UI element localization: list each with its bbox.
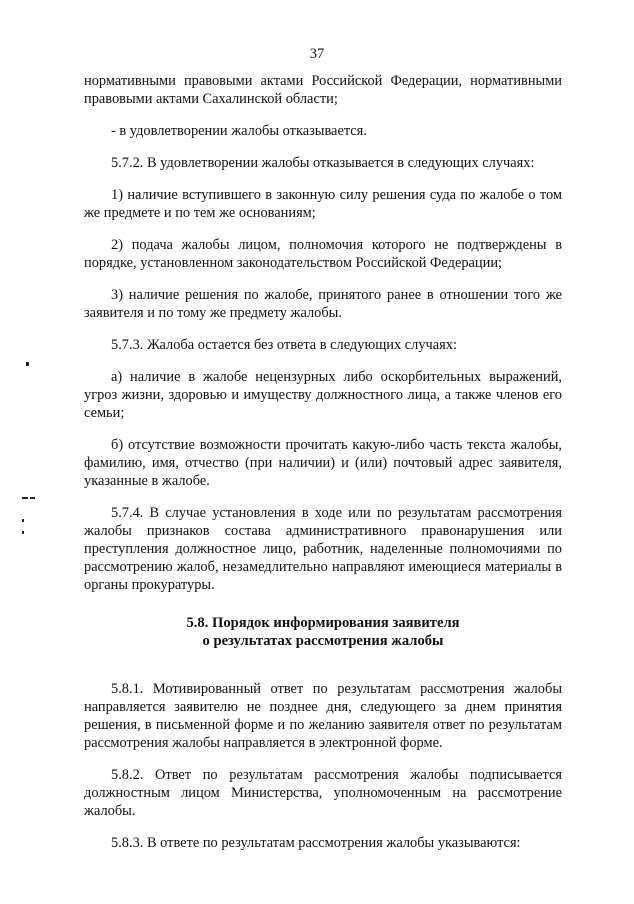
section-heading-line2: о результатах рассмотрения жалобы: [202, 633, 444, 649]
scan-mark: [22, 497, 28, 499]
paragraph: 3) наличие решения по жалобе, принятого ранее в отношении того же заявителя и по тому же предмету жалобы.: [84, 287, 562, 321]
paragraph: 5.8.2. Ответ по результатам рассмотрения жалобы подписывается должностным лицом Министерства, уполномоченным на рассмотрение жалобы.: [84, 767, 562, 819]
scan-mark: [30, 497, 35, 499]
paragraph: б) отсутствие возможности прочитать какую-либо часть текста жалобы, фамилию, имя, отчество (при наличии) и (или) почтовый адрес заявителя, указанные в жалобе.: [84, 437, 562, 489]
section-heading: [84, 614, 562, 650]
page-body: [84, 72, 562, 866]
paragraph: 5.8.3. В ответе по результатам рассмотрения жалобы указываются:: [111, 835, 521, 851]
paragraph: 5.8.1. Мотивированный ответ по результатам рассмотрения жалобы направляется заявителю не позднее дня, следующего за днем принятия решения, в письменной форме и по желанию заявителя ответ по результатам рассмотрения жалобы направляется в электронной форме.: [84, 681, 562, 751]
paragraph: нормативными правовыми актами Российской Федерации, нормативными правовыми актами Сахалинской области;: [84, 73, 562, 107]
scan-mark: [22, 531, 24, 534]
scan-mark: [22, 519, 24, 522]
paragraphs-bottom: [84, 680, 562, 852]
section-heading-line1: 5.8. Порядок информирования заявителя: [186, 615, 460, 631]
paragraph: а) наличие в жалобе нецензурных либо оскорбительных выражений, угроз жизни, здоровью и имуществу должностного лица, а также членов его семьи;: [84, 369, 562, 421]
paragraph: 1) наличие вступившего в законную силу решения суда по жалобе о том же предмете и по тем же основаниям;: [84, 187, 562, 221]
page-number: 37: [309, 46, 325, 62]
paragraph: 5.7.3. Жалоба остается без ответа в следующих случаях:: [111, 337, 457, 353]
paragraph: 5.7.4. В случае установления в ходе или по результатам рассмотрения жалобы признаков состава административного правонарушения или преступления должностное лицо, работник, наделенные полномочиями по рассмотрению жалоб, незамедлительно направляют имеющиеся материалы в органы прокуратуры.: [84, 505, 562, 593]
paragraphs-top: [84, 72, 562, 594]
scan-mark: [26, 362, 29, 366]
paragraph: 5.7.2. В удовлетворении жалобы отказывается в следующих случаях:: [111, 155, 535, 171]
paragraph: - в удовлетворении жалобы отказывается.: [111, 123, 367, 139]
paragraph: 2) подача жалобы лицом, полномочия которого не подтверждены в порядке, установленном законодательством Российской Федерации;: [84, 237, 562, 271]
